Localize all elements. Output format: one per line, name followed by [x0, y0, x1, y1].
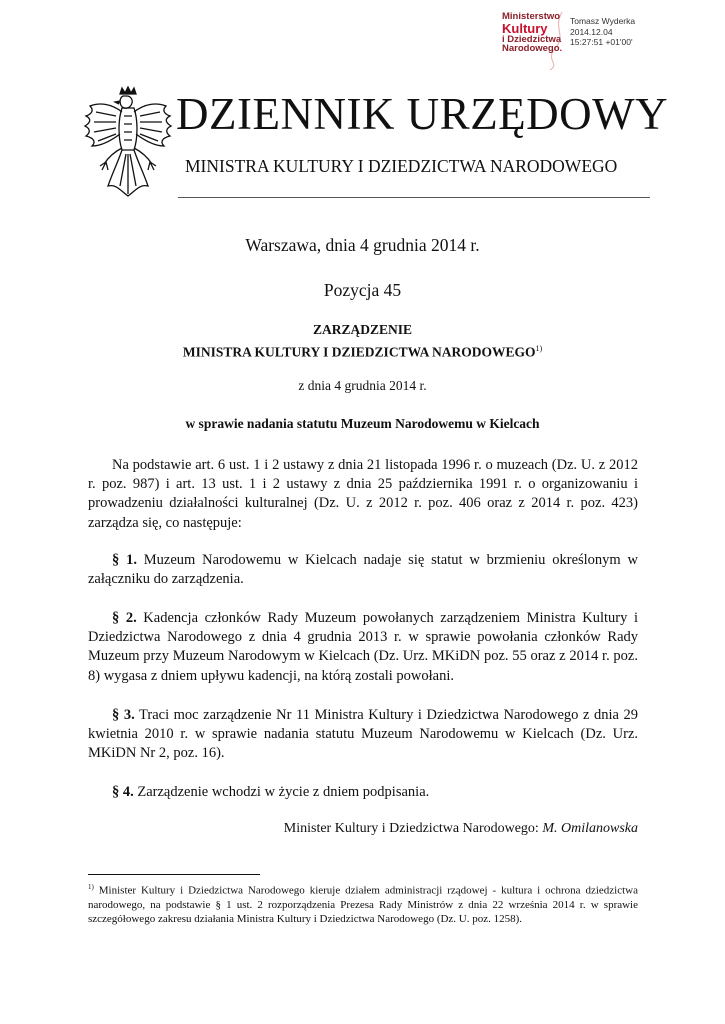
section-label: § 3. [112, 707, 135, 723]
signature-time: 15:27:51 +01'00' [570, 37, 633, 47]
footnote-text: Minister Kultury i Dziedzictwa Narodowego kieruje działem administracji rządowej - kultura i ochrona dziedzictwa narodowego, na podstawie § 1 ust. 2 rozporządzenia Prezesa Rady Ministrów z dnia 22 września 2014 r. w sprawie szczegółowego zakresu działania Ministra Kultury i Dziedzictwa Narodowego (Dz. U. poz. 1258). [88, 884, 638, 926]
polish-eagle-emblem-icon [82, 86, 174, 198]
act-subject: w sprawie nadania statutu Muzeum Narodowemu w Kielcach [185, 416, 540, 431]
section-label: § 2. [112, 610, 137, 626]
dateline: Warszawa, dnia 4 grudnia 2014 r. [245, 235, 480, 255]
minister-signature [284, 821, 638, 837]
header-divider [178, 197, 650, 198]
section-1: § 1. Muzeum Narodowemu w Kielcach nadaje się statut w brzmieniu określonym w załączniku do zarządzenia. [88, 552, 639, 588]
footnote [88, 880, 638, 926]
section-2: § 2. Kadencja członków Rady Muzeum powołanych zarządzeniem Ministra Kultury i Dziedzictwa Narodowego z dnia 4 grudnia 2013 r. w sprawie powołania członków Rady Muzeum przy Muzeum Narodowym w Kielcach (Dz. Urz. MKiDN poz. 55 oraz z 2014 r. poz. 8) wygasa z dniem upływu kadencji, na którą zostali powołani. [88, 610, 638, 684]
journal-subtitle: MINISTRA KULTURY I DZIEDZICTWA NARODOWEGO [185, 156, 618, 176]
footnote-reference[interactable]: 1) [535, 344, 543, 353]
electronic-signature-stamp [502, 10, 642, 68]
signature-name: M. Omilanowska [542, 821, 638, 836]
section-3: § 3. Traci moc zarządzenie Nr 11 Ministra Kultury i Dziedzictwa Narodowego z dnia 29 kwietnia 2010 r. w sprawie nadania statutu Muzeum Narodowemu w Kielcach (Dz. Urz. MKiDN Nr 2, poz. 16). [88, 707, 639, 762]
signature-role: Minister Kultury i Dziedzictwa Narodowego: [283, 821, 539, 836]
preamble-paragraph: Na podstawie art. 6 ust. 1 i 2 ustawy z dnia 21 listopada 1996 r. o muzeach (Dz. U. z 2012 r. poz. 987) i art. 13 ust. 1 i 2 ustawy z dnia 25 października 1991 r. o organizowaniu i prowadzeniu działalności kulturalnej (Dz. U. z 2012 r. poz. 406 oraz z 2014 r. poz. 423) zarządza się, co następuje: [88, 457, 638, 531]
footnote-divider [88, 874, 260, 875]
position-number: Pozycja 45 [323, 280, 402, 300]
signature-details [570, 16, 635, 48]
signer-name: Tomasz Wyderka [570, 16, 636, 26]
ministry-logo: Ministerstwo Kultury i Dziedzictwa Narodowego. [502, 11, 563, 54]
signature-date: 2014.12.04 [570, 26, 613, 37]
footnote-mark: 1) [88, 883, 94, 891]
section-4: § 4. Zarządzenie wchodzi w życie z dniem podpisania. [112, 784, 430, 800]
act-issuer: MINISTRA KULTURY I DZIEDZICTWA NARODOWEGO [182, 344, 536, 360]
act-type: ZARZĄDZENIE [312, 322, 413, 337]
section-label: § 1. [112, 552, 137, 568]
journal-title: DZIENNIK URZĘDOWY [176, 89, 669, 139]
act-date: z dnia 4 grudnia 2014 r. [298, 378, 427, 393]
act-title [0, 320, 725, 362]
section-label: § 4. [112, 784, 134, 800]
